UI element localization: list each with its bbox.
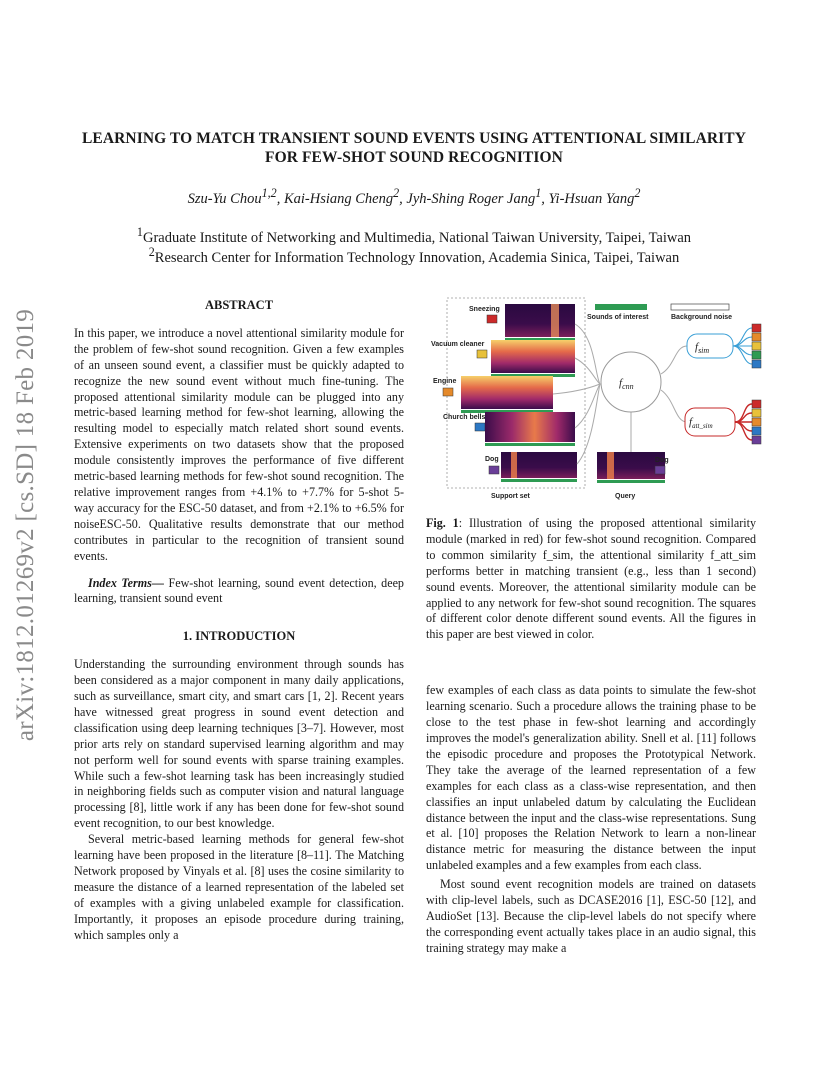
arxiv-identifier — [6, 290, 46, 760]
figure-1-diagram — [425, 296, 770, 508]
intro-paragraph-4: Most sound event recognition models are trained on datasets with clip-level labels, such as DCASE2016 [1], ESC-50 [12], and AudioSet [13]. Because the clip-level labels do not specify where the corresponding event actually takes place in an audio signal, this training strategy may make a — [426, 877, 756, 955]
spectrogram-engine — [461, 376, 553, 409]
spectrogram-sneezing — [505, 304, 575, 337]
sim-output-vacuum — [752, 342, 761, 350]
sounds-of-interest-bar — [595, 304, 647, 310]
f-att-sim-label: $f_{att\_sim}$ — [689, 416, 713, 430]
author: Jyh-Shing Roger Jang$^1$, — [406, 186, 549, 207]
background-noise-bar — [671, 304, 729, 310]
label-vacuum-cleaner: Vacuum cleaner — [431, 341, 485, 348]
left-column — [74, 298, 404, 944]
intro-paragraph-3: few examples of each class as data points to simulate the few-shot learning scenario. Such a procedure allows the training phase to be close to the test phase in few-shot learning and accordingly improves the model's generalization ability. Snell et al. [11] follows the episodic procedure and proposes the Prototypical Network. They take the average of the learned representation of a few examples for each class as a class-wise representation, and then classifies an input unlabeled datum by calculating the Euclidean distance between the input and the class-wise representations. Sung et al. [10] proposes the Relation Network to learn a non-linear distance metric for measuring the distance between the input unlabeled examples and a few examples from each class. — [426, 683, 756, 873]
label-support-set: Support set — [491, 493, 530, 500]
intro-paragraph-1: Understanding the surrounding environment through sounds has been considered as a major component in many daily applications, such as surveillance, smart city, and smart cars [1, 2]. Recent years have witnessed great progress in sound event detection and classification using deep learning techniques [3–7]. However, most prior arts rely on standard supervised learning algorithm and may not perform well for sound events with sparse training examples. While such a few-shot learning task has been increasingly studied in neighboring fields such as computer vision and natural language processing [8], little work if any has been done for few-shot sound event recognition, to our best knowledge. — [74, 657, 404, 831]
sneezing-square — [487, 315, 497, 323]
att-output-engine — [752, 418, 761, 426]
intro-paragraph-2: Several metric-based learning methods for general few-shot learning have been proposed in the literature [8–11]. The Matching Network proposed by Vinyals et al. [8] uses the cosine similarity to measure the distance of a learned representation of the labeled set of examples with a giving unlabeled example for classification. Importantly, it proposes an episode procedure during training, which samples only a — [74, 832, 404, 942]
affiliation-1: $^1$Graduate Institute of Networking and Multimedia, National Taiwan University, Taipei, Taiwan — [136, 225, 692, 246]
introduction-heading: 1. INTRODUCTION — [182, 629, 296, 644]
label-query: Query — [615, 493, 636, 500]
sim-output-engine — [752, 333, 761, 341]
label-dog-query: Dog — [655, 457, 669, 464]
spectrogram-vacuum-cleaner — [491, 340, 575, 373]
label-sneezing: Sneezing — [469, 306, 500, 313]
f-sim-label: $f_{sim}$ — [695, 341, 710, 355]
label-engine: Engine — [433, 378, 457, 385]
affiliation-2: $^2$Research Center for Information Technology Innovation, Academia Sinica, Taipei, Taiwan — [148, 245, 680, 266]
sim-output-sneezing — [752, 324, 761, 332]
dog-support-activity-bar — [501, 479, 577, 482]
index-terms: Index Terms— Few-shot learning, sound event detection, deep learning, transient sound event — [74, 575, 404, 606]
author-list — [74, 186, 754, 208]
arxiv-identifier-text: arXiv:1812.01269v2 [cs.SD] 18 Feb 2019 — [12, 308, 40, 742]
right-column — [426, 516, 756, 957]
sim-output-church — [752, 360, 761, 368]
att-output-church — [752, 427, 761, 435]
vacuum-cleaner-square — [477, 350, 487, 358]
paper-title: LEARNING TO MATCH TRANSIENT SOUND EVENTS USING ATTENTIONAL SIMILARITY FOR FEW-SHOT SOUND RECOGNITION — [81, 130, 747, 166]
label-background-noise: Background noise — [671, 314, 733, 321]
att-output-vacuum — [752, 409, 761, 417]
label-dog-support: Dog — [485, 456, 499, 463]
figure-1 — [425, 296, 770, 508]
sim-output-green — [752, 351, 761, 359]
f-cnn-label: $f_{cnn}$ — [619, 377, 634, 391]
att-output-dog — [752, 436, 761, 444]
engine-square — [443, 388, 453, 396]
spectrogram-church-bells — [485, 412, 575, 442]
abstract-heading: ABSTRACT — [204, 298, 274, 312]
att-output-sneezing — [752, 400, 761, 408]
label-church-bells: Church bells — [443, 414, 486, 421]
author: Szu-Yu Chou$^{1,2}$, — [187, 186, 284, 207]
author: Yi-Hsuan Yang$^2$ — [548, 186, 641, 207]
abstract-text: In this paper, we introduce a novel attentional similarity module for the problem of few-shot sound recognition. Given a few examples of an unseen sound event, a classifier must be quickly adapted to recognize the new sound event without much fine-tuning. The proposed attentional similarity module can be plugged into any metric-based learning method for few-shot learning, allowing the resulting model to especially match related short sound events. Extensive experiments on two datasets show that the proposed module consistently improves the performance of five different metric-based learning methods for few-shot sound recognition. The relative improvement ranges from +4.1% to +7.7% for 5-shot 5-way accuracy for the ESC-50 dataset, and from +2.1% to +6.5% for noiseESC-50. Qualitative results demonstrate that our method contributes in particular to the recognition of transient sound events. — [74, 325, 404, 563]
query-activity-bar — [597, 480, 665, 483]
label-sounds-of-interest: Sounds of interest — [587, 314, 649, 321]
figure-1-caption: Fig. 1: Illustration of using the proposed attentional similarity module (marked in red) for few-shot sound recognition. Compared to common similarity f_sim, the attentional similarity f_att_sim performs better in matching transient (e.g., less than 1 second) sound events. Moreover, the attentional similarity module can be applied to any network for few-shot sound recognition. The squares of different color denote different sound events. All the figures in this paper are best viewed in color. — [426, 516, 756, 642]
dog-query-square — [655, 466, 665, 474]
dog-support-square — [489, 466, 499, 474]
f-sim-node — [687, 334, 733, 358]
author: Kai-Hsiang Cheng$^2$, — [283, 186, 407, 207]
church-activity-bar — [485, 443, 575, 446]
church-bells-square — [475, 423, 485, 431]
